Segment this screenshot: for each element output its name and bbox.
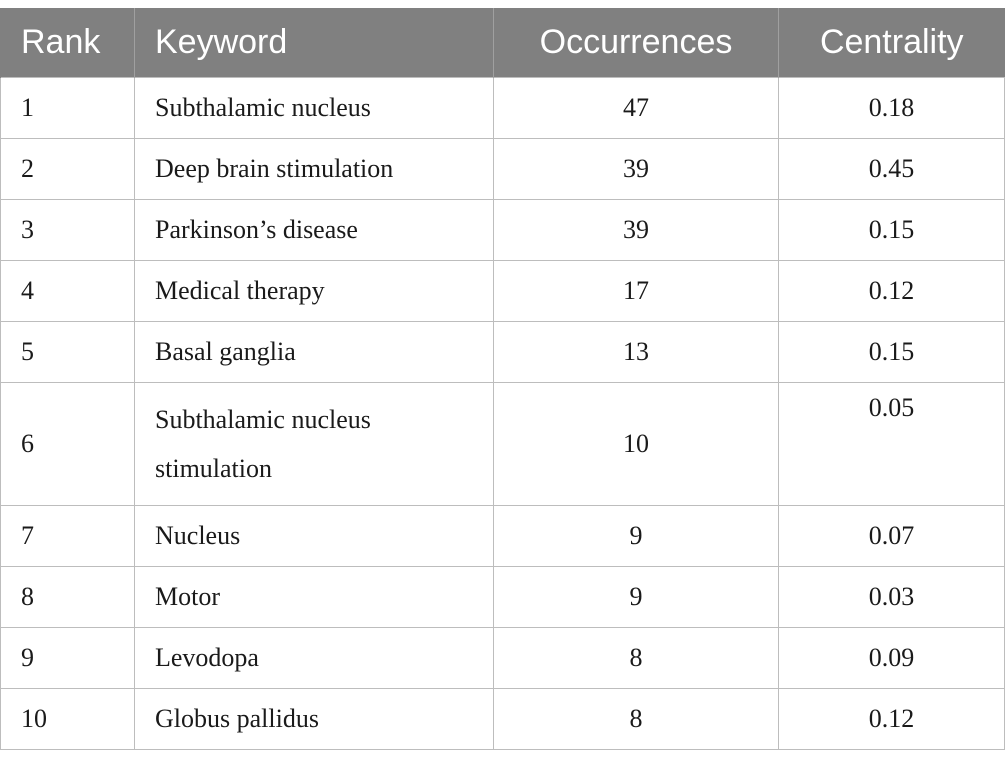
header-rank: Rank [1, 8, 135, 78]
centrality-cell: 0.45 [779, 139, 1005, 200]
centrality-cell: 0.05 [779, 383, 1005, 506]
rank-cell: 6 [1, 383, 135, 506]
rank-cell: 2 [1, 139, 135, 200]
rank-cell: 7 [1, 506, 135, 567]
table-row [1, 139, 1005, 200]
header-centrality: Centrality [779, 8, 1005, 78]
keyword-table [0, 8, 1005, 750]
header-row [1, 8, 1005, 78]
rank-cell: 9 [1, 628, 135, 689]
occurrences-cell: 8 [494, 689, 779, 750]
occurrences-cell: 39 [494, 200, 779, 261]
occurrences-cell: 13 [494, 322, 779, 383]
centrality-cell: 0.18 [779, 78, 1005, 139]
keyword-cell: Nucleus [135, 506, 494, 567]
keyword-cell: Basal ganglia [135, 322, 494, 383]
keyword-cell: Subthalamic nucleus [135, 78, 494, 139]
table-row [1, 383, 1005, 506]
table-row [1, 261, 1005, 322]
keyword-table-container [0, 8, 1004, 750]
rank-cell: 3 [1, 200, 135, 261]
centrality-cell: 0.15 [779, 200, 1005, 261]
rank-cell: 1 [1, 78, 135, 139]
table-body [1, 78, 1005, 750]
occurrences-cell: 47 [494, 78, 779, 139]
occurrences-cell: 17 [494, 261, 779, 322]
table-row [1, 628, 1005, 689]
rank-cell: 4 [1, 261, 135, 322]
occurrences-cell: 8 [494, 628, 779, 689]
centrality-cell: 0.09 [779, 628, 1005, 689]
table-row [1, 689, 1005, 750]
table-row [1, 200, 1005, 261]
table-row [1, 78, 1005, 139]
centrality-cell: 0.07 [779, 506, 1005, 567]
centrality-cell: 0.15 [779, 322, 1005, 383]
centrality-cell: 0.03 [779, 567, 1005, 628]
rank-cell: 5 [1, 322, 135, 383]
keyword-cell: Deep brain stimulation [135, 139, 494, 200]
occurrences-cell: 10 [494, 383, 779, 506]
occurrences-cell: 9 [494, 506, 779, 567]
table-row [1, 506, 1005, 567]
occurrences-cell: 9 [494, 567, 779, 628]
header-occurrences: Occurrences [494, 8, 779, 78]
rank-cell: 8 [1, 567, 135, 628]
keyword-cell: Globus pallidus [135, 689, 494, 750]
table-row [1, 567, 1005, 628]
table-row [1, 322, 1005, 383]
keyword-cell: Parkinson’s disease [135, 200, 494, 261]
header-keyword: Keyword [135, 8, 494, 78]
centrality-cell: 0.12 [779, 689, 1005, 750]
table-header [1, 8, 1005, 78]
keyword-cell: Motor [135, 567, 494, 628]
keyword-cell: Subthalamic nucleus stimulation [135, 383, 494, 506]
rank-cell: 10 [1, 689, 135, 750]
occurrences-cell: 39 [494, 139, 779, 200]
keyword-cell: Medical therapy [135, 261, 494, 322]
keyword-cell: Levodopa [135, 628, 494, 689]
centrality-cell: 0.12 [779, 261, 1005, 322]
